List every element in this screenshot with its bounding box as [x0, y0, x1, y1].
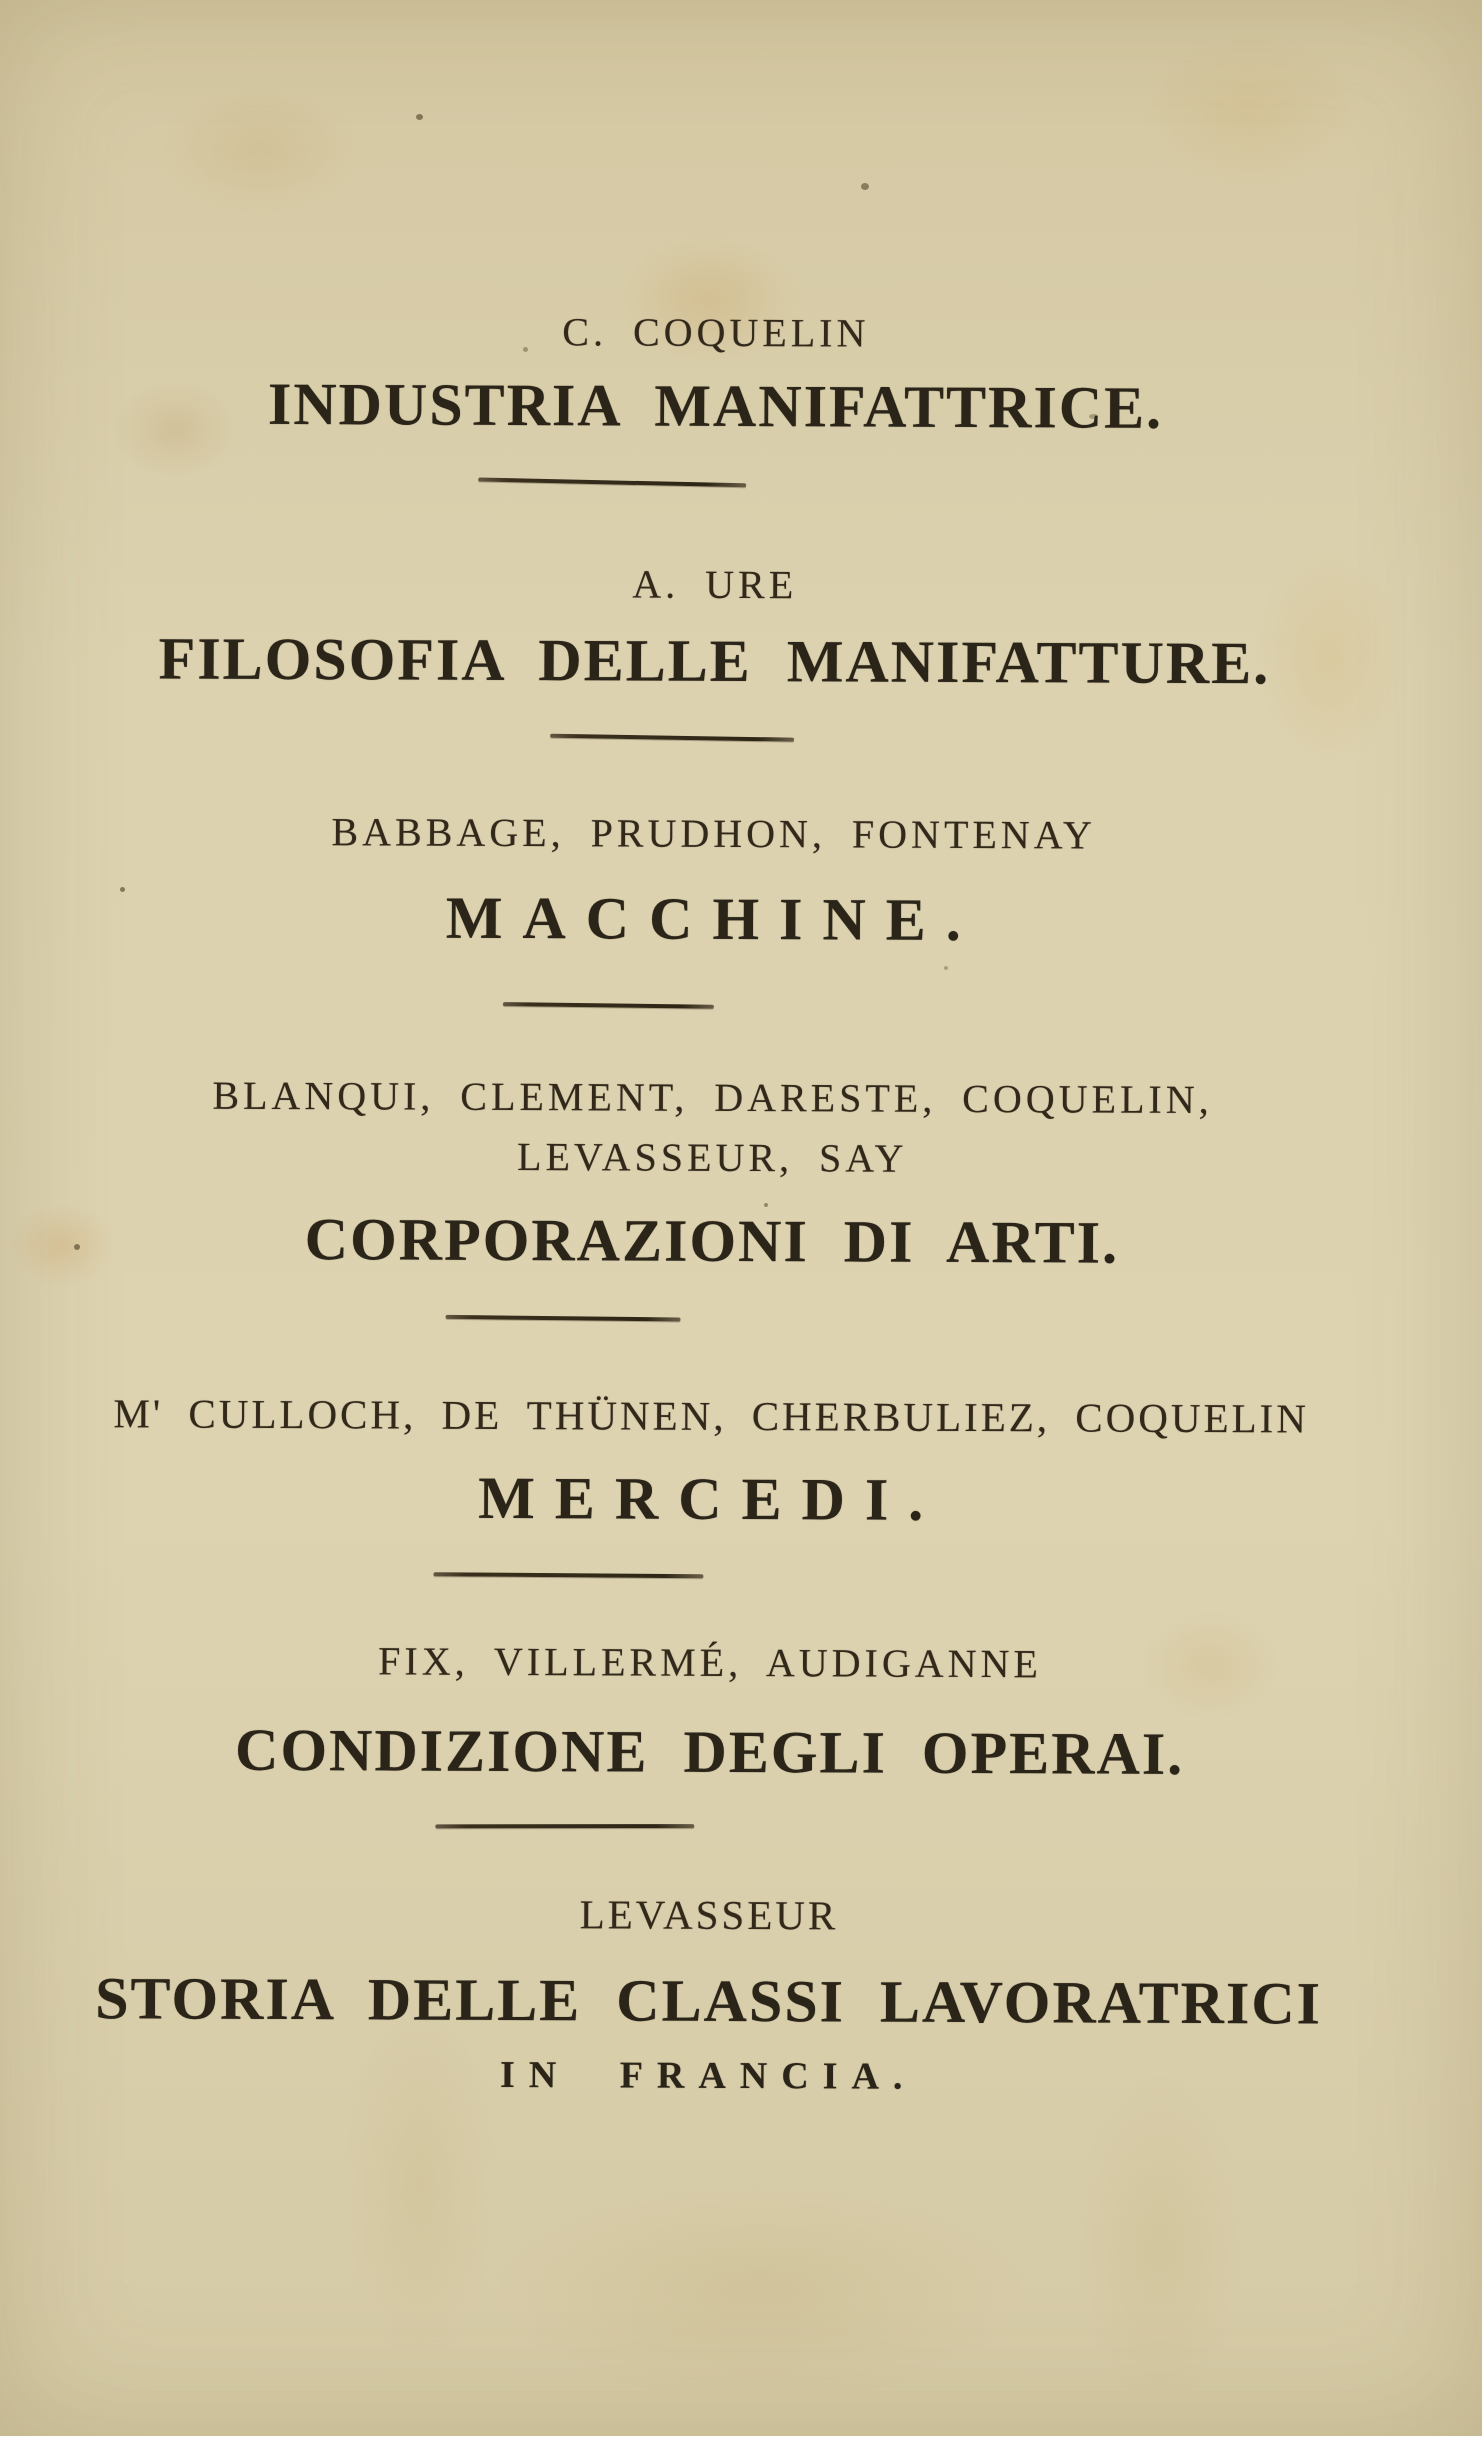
- divider-rule: [446, 1315, 681, 1322]
- authors-line: BABBAGE, PRUDHON, FONTENAY: [331, 809, 1096, 858]
- work-subtitle: IN FRANCIA.: [499, 2053, 917, 2098]
- work-title: CONDIZIONE DEGLI OPERAI.: [234, 1716, 1185, 1787]
- divider-rule: [435, 1824, 694, 1828]
- divider-rule: [550, 734, 794, 742]
- work-title: CORPORAZIONI DI ARTI.: [304, 1206, 1120, 1276]
- divider-rule: [503, 1002, 714, 1009]
- authors-line: BLANQUI, CLEMENT, DARESTE, COQUELIN,: [212, 1072, 1213, 1123]
- authors-line: A. URE: [632, 561, 798, 608]
- authors-line-2: LEVASSEUR, SAY: [516, 1134, 908, 1181]
- divider-rule: [433, 1572, 703, 1578]
- work-entry-industria-manifattrice: [5, 0, 1482, 441]
- work-title: MERCEDI.: [478, 1464, 944, 1533]
- divider-rule: [478, 478, 746, 488]
- authors-line: FIX, VILLERMÉ, AUDIGANNE: [378, 1638, 1042, 1687]
- work-title: STORIA DELLE CLASSI LAVORATRICI: [95, 1965, 1323, 2037]
- authors-line: M' CULLOCH, DE THÜNEN, CHERBULIEZ, COQUELIN: [113, 1390, 1309, 1442]
- work-title: INDUSTRIA MANIFATTRICE.: [267, 370, 1164, 441]
- work-title: MACCHINE.: [445, 884, 981, 954]
- work-title: FILOSOFIA DELLE MANIFATTURE.: [158, 625, 1271, 697]
- authors-line: C. COQUELIN: [562, 309, 870, 356]
- authors-line: LEVASSEUR: [579, 1891, 839, 1939]
